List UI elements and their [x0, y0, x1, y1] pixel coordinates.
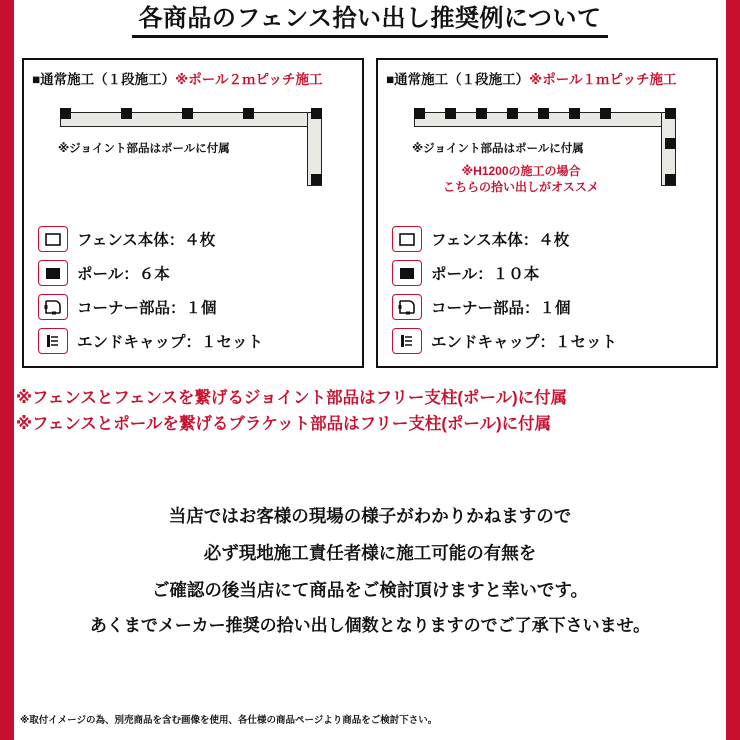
body-text-block: [14, 498, 726, 644]
body-line-2: 必ず現地施工責任者様に施工可能の有無を: [203, 542, 537, 563]
page-title: [14, 0, 726, 44]
page-title-text: 各商品のフェンス拾い出し推奨例について: [132, 6, 607, 37]
fence-panel-icon: [392, 226, 422, 252]
pole-marker: [414, 108, 425, 119]
legend-item-corner-part: [38, 290, 350, 324]
pole-marker: [60, 108, 71, 119]
legend-item-pole: [38, 256, 350, 290]
panel-heading-red: ※ポール１ｍピッチ施工: [529, 72, 677, 87]
legend-item-fence-panel: [392, 222, 704, 256]
legend-item-end-cap: [38, 324, 350, 358]
pole-marker: [243, 108, 254, 119]
legend-label: エンドキャップ：１セット: [77, 334, 264, 351]
pole-marker: [121, 108, 132, 119]
red-note-joint: ※フェンスとフェンスを繋げるジョイント部品はフリー支柱(ポール)に付属: [16, 389, 568, 407]
body-line-1: 当店ではお客様の現場の様子がわかりかねますので: [168, 506, 572, 526]
recommendation-note-line1: ※H1200の施工の場合: [461, 164, 581, 178]
legend-label: フェンス本体：４枚: [77, 232, 216, 249]
legend-item-corner-part: [392, 290, 704, 324]
pole-marker: [182, 108, 193, 119]
end-cap-icon: [38, 328, 68, 354]
legend-item-fence-panel: [38, 222, 350, 256]
pole-marker: [507, 108, 518, 119]
fence-diagram-1m: [378, 86, 716, 196]
pole-marker: [445, 108, 456, 119]
corner-part-icon: [38, 294, 68, 320]
panel-2m-pitch: [22, 58, 364, 368]
pole-marker: [538, 108, 549, 119]
pole-marker: [665, 108, 676, 119]
recommendation-note: [396, 164, 646, 195]
fence-diagram-2m: [24, 86, 362, 196]
end-cap-icon: [392, 328, 422, 354]
legend-label: コーナー部品：１個: [431, 300, 571, 317]
body-line-3: ご確認の後当店にて商品をご検討頂けますと幸いです。: [151, 579, 589, 600]
legend-label: ポール：１０本: [431, 266, 540, 283]
panels-container: [22, 58, 718, 368]
legend-label: エンドキャップ：１セット: [431, 334, 618, 351]
legend-item-end-cap: [392, 324, 704, 358]
pole-icon: [38, 260, 68, 286]
joint-note: ※ジョイント部品はポールに付属: [412, 143, 584, 155]
panel-heading-black: ■通常施工（１段施工）: [386, 72, 530, 87]
panel-heading-black: ■通常施工（１段施工）: [32, 72, 176, 87]
joint-note: ※ジョイント部品はポールに付属: [58, 143, 230, 155]
pole-marker: [311, 174, 322, 185]
pole-icon: [392, 260, 422, 286]
legend-label: ポール：６本: [77, 266, 170, 283]
pole-marker: [665, 174, 676, 185]
pole-marker: [569, 108, 580, 119]
pole-marker: [600, 108, 611, 119]
red-notes-block: [16, 386, 728, 437]
legend-list-1m: [392, 222, 704, 358]
pole-marker: [665, 138, 676, 149]
pole-marker: [476, 108, 487, 119]
legend-label: フェンス本体：４枚: [431, 232, 570, 249]
legend-item-pole: [392, 256, 704, 290]
panel-heading: [32, 68, 356, 88]
fence-panel-icon: [38, 226, 68, 252]
body-line-4: あくまでメーカー推奨の拾い出し個数となりますのでご了承下さいませ。: [89, 616, 651, 636]
panel-1m-pitch: [376, 58, 718, 368]
panel-heading: [386, 68, 710, 88]
corner-part-icon: [392, 294, 422, 320]
pole-marker: [311, 108, 322, 119]
legend-list-2m: [38, 222, 350, 358]
recommendation-note-line2: こちらの拾い出しがオススメ: [443, 179, 599, 194]
panel-heading-red: ※ポール２ｍピッチ施工: [175, 72, 323, 87]
footnote: ※取付イメージの為、別売商品を含む画像を使用、各仕様の商品ページより商品をご検討下さい。: [20, 715, 438, 726]
right-red-bar: [726, 0, 740, 740]
red-note-bracket: ※フェンスとポールを繋げるブラケット部品はフリー支柱(ポール)に付属: [16, 414, 552, 433]
left-red-bar: [0, 0, 14, 740]
legend-label: コーナー部品：１個: [77, 300, 217, 317]
